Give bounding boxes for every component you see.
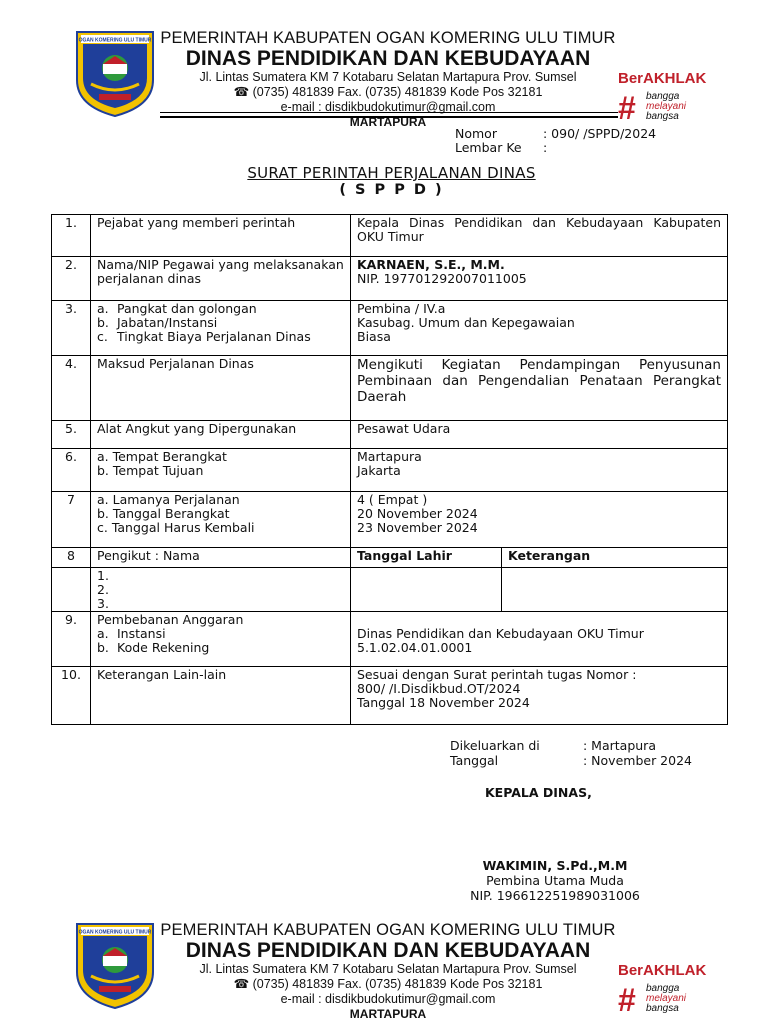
table-row (52, 492, 728, 548)
row-value: Kepala Dinas Pendidikan dan Kebudayaan Kabupaten OKU Timur (351, 215, 728, 257)
row-value: Pembina / IV.a Kasubag. Umum dan Kepegawaian Biasa (351, 301, 728, 356)
agency-address: Jl. Lintas Sumatera KM 7 Kotabaru Selatan Martapura Prov. Sumsel (199, 70, 577, 84)
row-value: Martapura Jakarta (351, 449, 728, 492)
table-row (52, 421, 728, 449)
row-number: 3. (52, 301, 91, 356)
row-label: a. Lamanya Perjalanan b. Tanggal Berangkat c. Tanggal Harus Kembali (91, 492, 351, 548)
row-number: 6. (52, 449, 91, 492)
government-name: PEMERINTAH KABUPATEN OGAN KOMERING ULU TIMUR (160, 921, 616, 939)
agency-email: e-mail : disdikbudokutimur@gmail.com (280, 992, 496, 1006)
title-sub: ( S P P D ) (339, 182, 444, 198)
brand-tagline: bangga melayani bangsa (646, 91, 687, 122)
row-value (351, 257, 728, 301)
agency-name: DINAS PENDIDIKAN DAN KEBUDAYAAN (185, 939, 591, 962)
svg-text:OGAN KOMERING ULU TIMUR: OGAN KOMERING ULU TIMUR (78, 929, 152, 936)
row-number: 7 (52, 492, 91, 548)
agency-city: MARTAPURA (349, 1007, 427, 1021)
letterhead-text (158, 920, 618, 1021)
table-row (52, 215, 728, 257)
letterhead-bottom (0, 920, 768, 1021)
agency-email: e-mail : disdikbudokutimur@gmail.com (280, 100, 496, 114)
signer-position: KEPALA DINAS, (485, 785, 592, 800)
row-value: Sesuai dengan Surat perintah tugas Nomor : 800/ /I.Disdikbud.OT/2024 Tanggal 18 November 2024 (351, 667, 728, 725)
issued-block (450, 738, 692, 768)
row-value: 4 ( Empat ) 20 November 2024 23 November 2024 (351, 492, 728, 548)
follower-birthdate (351, 568, 502, 612)
header-tanggal-lahir: Tanggal Lahir (351, 548, 502, 568)
agency-phone: ☎ (0735) 481839 Fax. (0735) 481839 Kode Pos 32181 (233, 85, 543, 99)
date-value: : November 2024 (583, 753, 692, 768)
row-number: 4. (52, 356, 91, 421)
signer-block (440, 858, 670, 903)
employee-nip: NIP. 197701292007011005 (357, 271, 527, 286)
berakhlak-logo (618, 962, 728, 1020)
title-main: SURAT PERINTAH PERJALANAN DINAS (247, 164, 536, 182)
agency-city: MARTAPURA (349, 115, 427, 129)
row-label: Maksud Perjalanan Dinas (91, 356, 351, 421)
svg-text:OGAN KOMERING ULU TIMUR: OGAN KOMERING ULU TIMUR (78, 37, 152, 44)
nomor-value: : 090/ /SPPD/2024 (543, 126, 657, 141)
table-row (52, 356, 728, 421)
row-label: a. Tempat Berangkat b. Tempat Tujuan (91, 449, 351, 492)
government-name: PEMERINTAH KABUPATEN OGAN KOMERING ULU TIMUR (160, 29, 616, 47)
signer-nip: NIP. 196612251989031006 (470, 888, 640, 903)
row-label: Alat Angkut yang Dipergunakan (91, 421, 351, 449)
table-row (52, 568, 728, 612)
row-label: Keterangan Lain-lain (91, 667, 351, 725)
lembar-label: Lembar Ke (455, 140, 522, 155)
row-number: 10. (52, 667, 91, 725)
row-number: 9. (52, 612, 91, 667)
agency-address: Jl. Lintas Sumatera KM 7 Kotabaru Selatan Martapura Prov. Sumsel (199, 962, 577, 976)
table-row (52, 301, 728, 356)
hashtag-icon: # (618, 90, 636, 126)
sppd-table (51, 214, 728, 725)
letterhead-rule (160, 112, 618, 113)
follower-note (502, 568, 728, 612)
row-number: 8 (52, 548, 91, 568)
hashtag-icon: # (618, 982, 636, 1018)
table-row (52, 548, 728, 568)
date-label: Tanggal (450, 753, 499, 768)
follower-list: 1. 2. 3. (91, 568, 351, 612)
row-number: 5. (52, 421, 91, 449)
signer-rank: Pembina Utama Muda (486, 873, 624, 888)
issued-value: : Martapura (583, 738, 656, 753)
agency-name: DINAS PENDIDIKAN DAN KEBUDAYAAN (185, 47, 591, 70)
brand-word: BerAKHLAK (618, 962, 707, 979)
signer-name: WAKIMIN, S.Pd.,M.M (482, 858, 628, 873)
row-label: Pembebanan Anggaran a. Instansi b. Kode Rekening (91, 612, 351, 667)
brand-word: BerAKHLAK (618, 70, 707, 87)
agency-phone: ☎ (0735) 481839 Fax. (0735) 481839 Kode Pos 32181 (233, 977, 543, 991)
row-number: 1. (52, 215, 91, 257)
letterhead-rule-thick (160, 116, 618, 118)
row-label: Pejabat yang memberi perintah (91, 215, 351, 257)
row-label: Pengikut : Nama (91, 548, 351, 568)
row-value: Dinas Pendidikan dan Kebudayaan OKU Timur 5.1.02.04.01.0001 (351, 612, 728, 667)
lembar-value: : (543, 140, 548, 155)
header-keterangan: Keterangan (502, 548, 728, 568)
table-row (52, 667, 728, 725)
regency-logo-icon (73, 28, 157, 118)
employee-name: KARNAEN, S.E., M.M. (357, 257, 505, 272)
row-value: Mengikuti Kegiatan Pendampingan Penyusunan Pembinaan dan Pengendalian Penataan Perangkat Daerah (351, 356, 728, 421)
letterhead-text (158, 28, 618, 129)
row-label: a. Pangkat dan golongan b. Jabatan/Instansi c. Tingkat Biaya Perjalanan Dinas (91, 301, 351, 356)
document-title (0, 165, 768, 199)
berakhlak-logo (618, 70, 728, 128)
brand-tagline: bangga melayani bangsa (646, 983, 687, 1014)
regency-logo-icon (73, 920, 157, 1010)
table-row (52, 612, 728, 667)
row-number: 2. (52, 257, 91, 301)
nomor-label: Nomor (455, 126, 497, 141)
table-row (52, 449, 728, 492)
letterhead-top (0, 28, 768, 129)
issued-label: Dikeluarkan di (450, 738, 540, 753)
row-value: Pesawat Udara (351, 421, 728, 449)
row-label: Nama/NIP Pegawai yang melaksanakan perjalanan dinas (91, 257, 351, 301)
document-number-block (455, 127, 656, 155)
table-row (52, 257, 728, 301)
